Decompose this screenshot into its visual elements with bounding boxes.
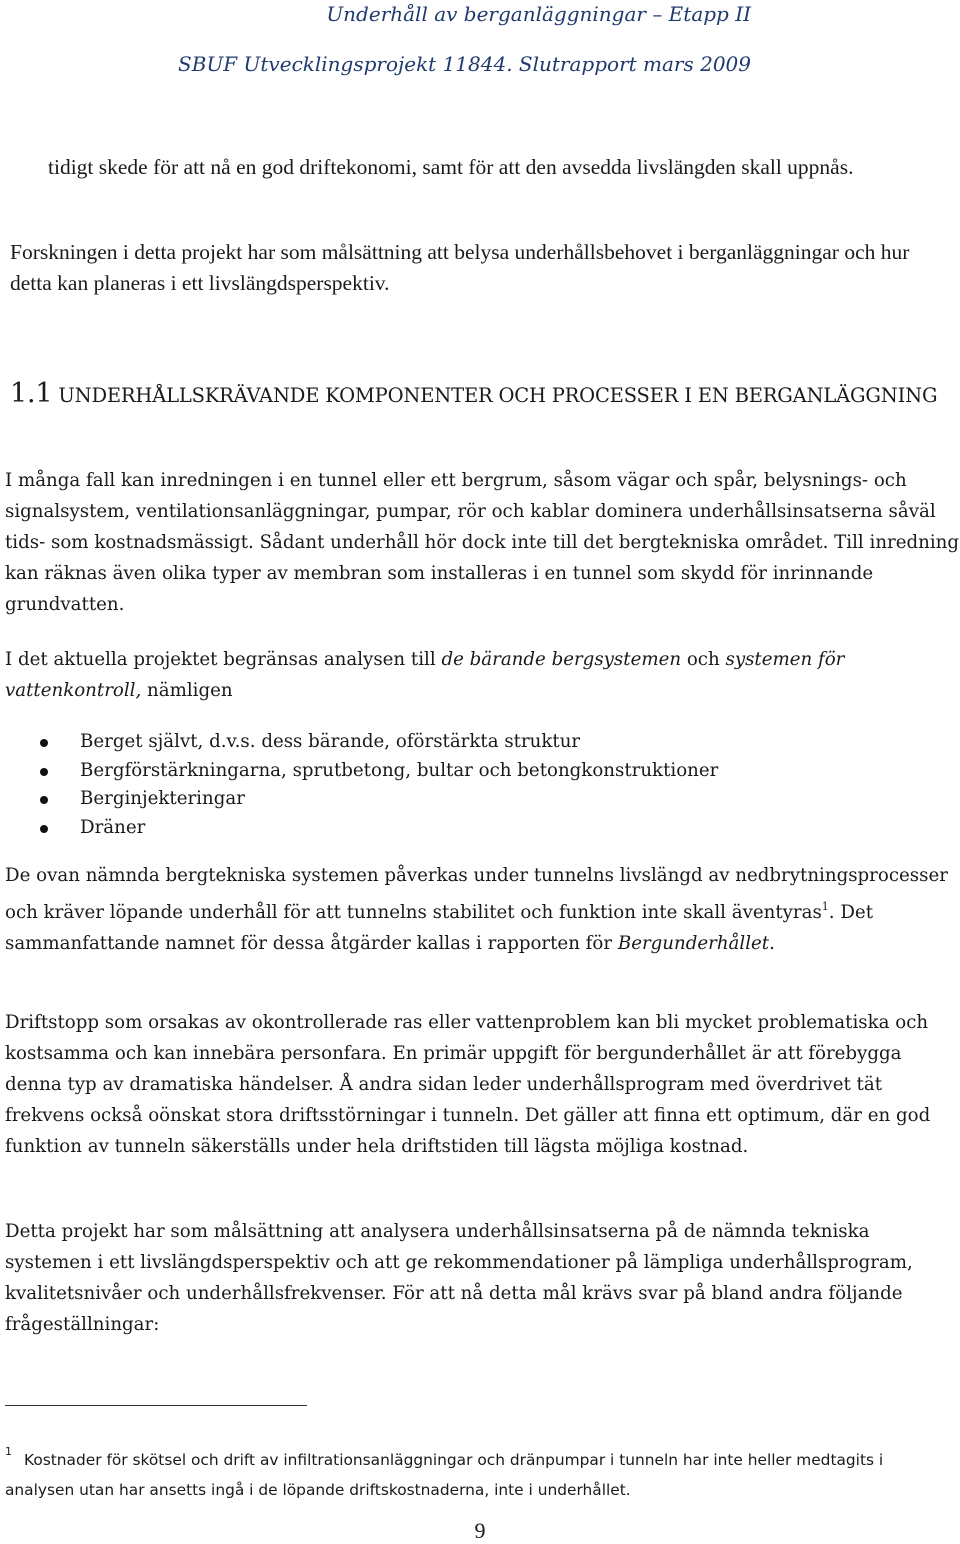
bullet-icon [40,825,48,833]
running-header-title: Underhåll av berganläggningar – Etapp II [326,2,751,26]
list-item [40,814,718,843]
list-item-text: Dräner [80,817,146,839]
paragraph-scope [5,644,960,706]
degradation-text: De ovan nämnda bergtekniska systemen påverkas under tunnelns livslängd av nedbrytningsprocesser och kräver löpande underhåll för att tunnelns stabilitet och funktion inte skall äventyras [5,865,948,923]
scope-text: nämligen [141,680,233,701]
section-heading [10,378,937,409]
footnote-reference[interactable]: 1 [821,900,829,913]
intro-paragraph-continued: tidigt skede för att nå en god driftekonomi, samt för att den avsedda livslängden skall uppnås. [48,155,854,179]
list-item [40,728,718,757]
systems-bullet-list [40,728,718,843]
intro-paragraph-research-goal: Forskningen i detta projekt har som målsättning att belysa underhållsbehovet i berganläggningar och hur detta kan planeras i ett livslängdsperspektiv. [10,240,910,295]
scope-text: och [681,649,726,670]
degradation-text: . [769,933,775,954]
list-item-text: Bergförstärkningarna, sprutbetong, bultar och betongkonstruktioner [80,759,719,781]
list-item-text: Berget självt, d.v.s. dess bärande, oförstärkta struktur [80,731,581,752]
paragraph-installations: I många fall kan inredningen i en tunnel eller ett bergrum, såsom vägar och spår, belysnings- och signalsystem, ventilationsanläggningar, pumpar, rör och kablar dominera underhållsinsatserna såväl tids- som kostnadsmässigt. Sådant underhåll hör dock inte till det bergtekniska området. Till inredning kan räknas även olika typer av membran som installeras i en tunnel som skydd för inrinnande grundvatten. [5,470,960,615]
footnote-number: 1 [5,1445,12,1458]
scope-emphasis-water-control: systemen för vattenkontroll, [5,649,845,701]
degradation-text: . Det sammanfattande namnet för dessa åtgärder kallas i rapporten för [5,902,873,954]
section-title: UNDERHÅLLSKRÄVANDE KOMPONENTER OCH PROCESSER I EN BERGANLÄGGNING [58,384,938,407]
page-number: 9 [474,1518,486,1543]
bullet-icon [40,768,48,776]
paragraph-degradation [5,860,960,959]
scope-emphasis-rock-systems: de bärande bergsystemen [441,649,682,670]
list-item-text: Berginjekteringar [80,788,245,810]
term-bergunderhallet: Bergunderhållet [617,933,770,954]
running-header-subtitle: SBUF Utvecklingsprojekt 11844. Slutrapport mars 2009 [178,52,751,76]
footnote [5,1437,945,1505]
scope-text: I det aktuella projektet begränsas analysen till [5,649,442,670]
footnote-separator [5,1405,307,1406]
paragraph-project-goal: Detta projekt har som målsättning att analysera underhållsinsatserna på de nämnda tekniska systemen i ett livslängdsperspektiv och att ge rekommendationer på lämpliga underhållsprogram, kvalitetsnivåer och underhållsfrekvenser. För att nå detta mål krävs svar på bland andra följande frågeställningar: [5,1221,913,1335]
paragraph-downtime: Driftstopp som orsakas av okontrollerade ras eller vattenproblem kan bli mycket problematiska och kostsamma och kan innebära personfara. En primär uppgift för bergunderhållet är att förebygga denna typ av dramatiska händelser. Å andra sidan leder underhållsprogram med överdrivet tät frekvens också oönskat stora driftsstörningar i tunneln. Det gäller att finna ett optimum, där en god funktion av tunneln säkerställs under hela driftstiden till lägsta möjliga kostnad. [5,1012,931,1157]
list-item [40,757,718,786]
footnote-text: Kostnader för skötsel och drift av infiltrationsanläggningar och dränpumpar i tunneln har inte heller medtagits i analysen utan har ansetts ingå i de löpande driftskostnaderna, inte i underhållet. [5,1451,884,1499]
bullet-icon [40,739,48,747]
section-number: 1.1 [10,378,53,409]
list-item [40,785,718,814]
bullet-icon [40,796,48,804]
